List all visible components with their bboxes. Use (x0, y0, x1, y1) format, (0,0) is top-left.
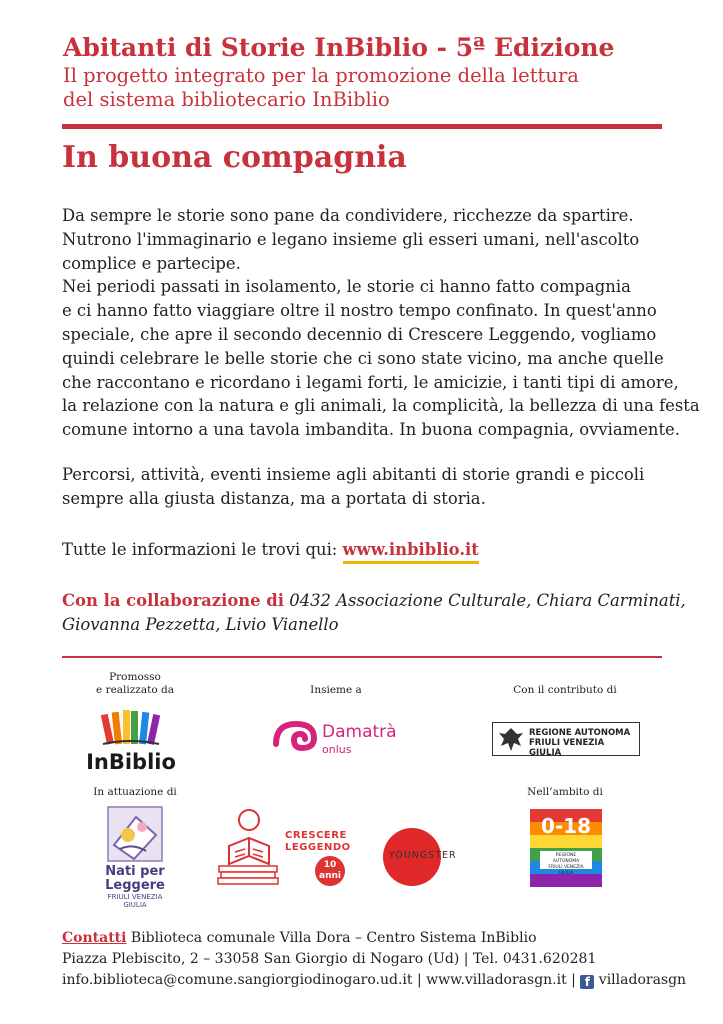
leggiamo-regione-text (542, 853, 590, 877)
damatra-name: Damatrà (322, 722, 397, 742)
contacts-label: Contatti (62, 930, 127, 946)
body-line: la relazione con la natura e gli animali, la complicità, la bellezza di una festa (62, 396, 700, 416)
anniversary-badge (315, 856, 345, 886)
body-line: Da sempre le storie sono pane da condividere, ricchezze da spartire. (62, 206, 634, 225)
collab-names-2: Giovanna Pezzetta, Livio Vianello (62, 615, 339, 634)
npl-line: Leggere (105, 878, 165, 893)
info-text: Tutte le informazioni le trovi qui: (62, 540, 343, 559)
main-title: In buona compagnia (62, 140, 407, 175)
caption-insieme: Insieme a (310, 684, 362, 696)
facebook-handle[interactable]: villadorasgn (594, 972, 687, 988)
leggiamo-line: FRIULI VENEZIA GIULIA (548, 865, 584, 876)
books-icon (85, 708, 177, 748)
logos-divider (62, 656, 662, 658)
caption-contributo: Con il contributo di (513, 684, 617, 696)
body-line: che raccontano e ricordano i legami forti, le amicizie, i tanti tipi di amore, (62, 372, 679, 392)
caption-promosso (90, 671, 180, 697)
body-paragraph (62, 204, 700, 442)
youngster-logo (383, 828, 493, 886)
regione-line: REGIONE AUTONOMA (529, 728, 631, 738)
body-line: Percorsi, attività, eventi insieme agli abitanti di storie grandi e piccoli (62, 465, 645, 484)
contacts-footer (62, 928, 686, 991)
inbiblio-wordmark: InBiblio (86, 750, 176, 774)
leggiamo-018-logo (530, 809, 602, 887)
contacts-line3[interactable]: info.biblioteca@comune.sangiorgiodinogaro.ud.it | www.villadorasgn.it | (62, 972, 581, 988)
second-paragraph (62, 463, 644, 511)
child-reading-icon (215, 806, 281, 888)
crescere-line: CRESCERE (285, 830, 347, 841)
body-line: Nei periodi passati in isolamento, le storie ci hanno fatto compagnia (62, 277, 631, 297)
eagle-icon (496, 724, 526, 754)
body-line: complice e partecipe. (62, 253, 241, 273)
chameleon-icon (272, 718, 318, 758)
svg-text:0-18: 0-18 (540, 814, 592, 838)
inbiblio-logo (85, 708, 177, 772)
reading-child-icon (106, 805, 164, 863)
body-line: comune intorno a una tavola imbandita. In buona compagnia, ovviamente. (62, 420, 680, 440)
npl-line: FRIULI VENEZIA (107, 893, 163, 901)
contacts-line2: Piazza Plebiscito, 2 – 33058 San Giorgio di Nogaro (Ud) | Tel. 0431.620281 (62, 951, 597, 967)
damatra-sub: onlus (322, 743, 352, 756)
npl-line: GIULIA (123, 901, 147, 909)
body-line: sempre alla giusta distanza, ma a portata di storia. (62, 488, 486, 508)
body-line: quindi celebrare le belle storie che ci sono state vicino, ma anche quelle (62, 348, 664, 368)
regione-fvg-logo (492, 722, 640, 756)
leggiamo-line: REGIONE AUTONOMA (552, 853, 580, 864)
body-line: Nutrono l'immaginario e legano insieme gli esseri umani, nell'ascolto (62, 229, 640, 249)
collab-names-1: 0432 Associazione Culturale, Chiara Carminati, (284, 591, 686, 610)
header-subtitle-line1: Il progetto integrato per la promozione della lettura (63, 64, 579, 87)
damatra-logo (272, 718, 412, 758)
header-divider (62, 124, 662, 129)
npl-line: Nati per (105, 864, 165, 879)
collaboration (62, 589, 686, 637)
crescere-line: LEGGENDO (285, 842, 351, 853)
caption-attuazione: In attuazione di (93, 786, 177, 798)
crescere-text (285, 830, 351, 854)
website-link[interactable]: www.inbiblio.it (343, 540, 479, 564)
contacts-line1: Biblioteca comunale Villa Dora – Centro Sistema InBiblio (126, 930, 537, 946)
body-line: e ci hanno fatto viaggiare oltre il nostro tempo confinato. In quest'anno (62, 301, 657, 321)
crescere-leggendo-logo (215, 806, 365, 888)
npl-text (100, 865, 170, 909)
nati-per-leggere-logo (100, 805, 170, 917)
info-line (62, 540, 479, 559)
badge-label: anni (319, 871, 341, 881)
facebook-icon[interactable]: f (580, 975, 594, 989)
badge-number: 10 (323, 860, 337, 870)
youngster-wordmark: YOUNGSTER (389, 850, 457, 861)
body-line: speciale, che apre il secondo decennio di Crescere Leggendo, vogliamo (62, 324, 657, 344)
header-subtitle-line2: del sistema bibliotecario InBiblio (63, 88, 390, 111)
collab-label: Con la collaborazione di (62, 591, 284, 610)
caption-line: e realizzato da (96, 684, 174, 696)
header-subtitle (63, 64, 579, 112)
caption-ambito: Nell’ambito di (527, 786, 603, 798)
header-title: Abitanti di Storie InBiblio - 5ª Edizione (63, 33, 615, 62)
caption-line: Promosso (109, 671, 161, 683)
regione-text (529, 728, 639, 758)
regione-line: FRIULI VENEZIA GIULIA (529, 738, 605, 758)
